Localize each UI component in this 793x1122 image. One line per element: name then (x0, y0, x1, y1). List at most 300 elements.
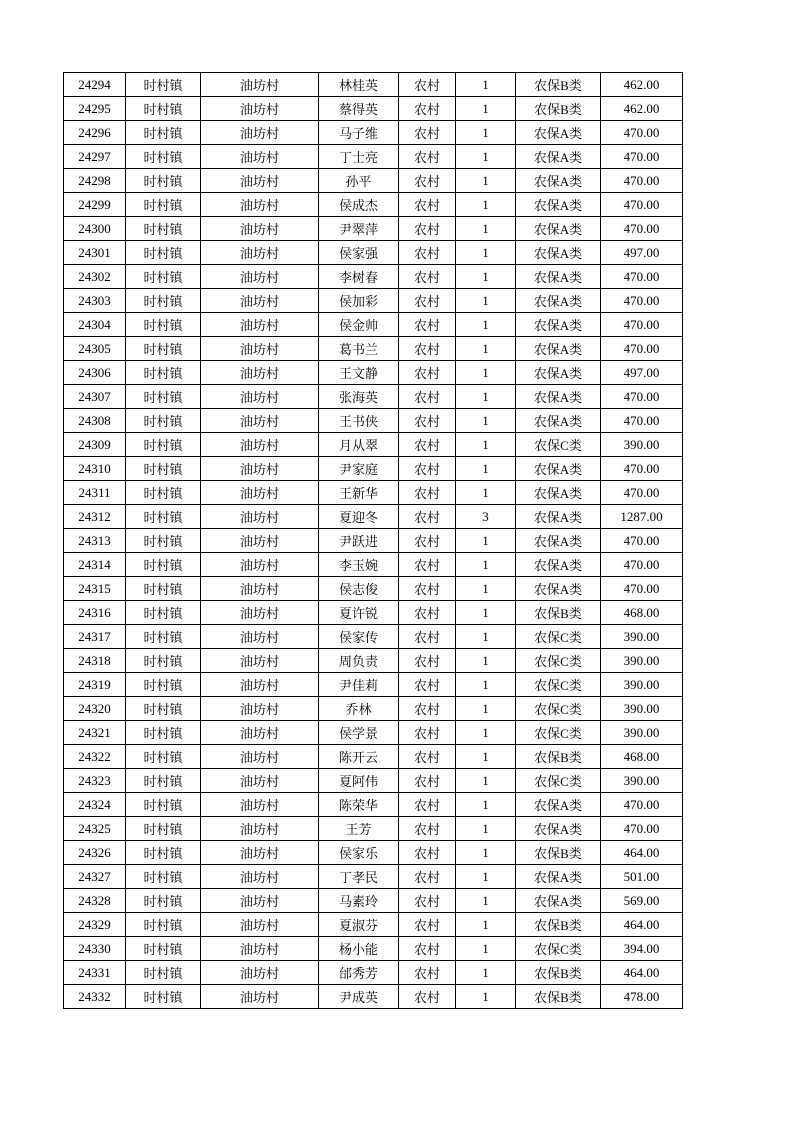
cell-count: 1 (456, 433, 516, 457)
cell-count: 1 (456, 793, 516, 817)
cell-residence: 农村 (399, 97, 456, 121)
cell-category: 农保B类 (516, 73, 601, 97)
cell-category: 农保A类 (516, 241, 601, 265)
cell-category: 农保C类 (516, 721, 601, 745)
cell-town: 时村镇 (126, 457, 201, 481)
cell-name: 张海英 (319, 385, 399, 409)
cell-amount: 462.00 (601, 73, 683, 97)
cell-count: 1 (456, 457, 516, 481)
cell-name: 周负责 (319, 649, 399, 673)
cell-id: 24294 (64, 73, 126, 97)
cell-amount: 468.00 (601, 601, 683, 625)
cell-category: 农保A类 (516, 121, 601, 145)
table-row (64, 577, 683, 601)
cell-village: 油坊村 (201, 337, 319, 361)
cell-residence: 农村 (399, 505, 456, 529)
cell-town: 时村镇 (126, 97, 201, 121)
cell-town: 时村镇 (126, 409, 201, 433)
cell-village: 油坊村 (201, 433, 319, 457)
cell-residence: 农村 (399, 553, 456, 577)
table-row (64, 721, 683, 745)
table-row (64, 337, 683, 361)
cell-amount: 470.00 (601, 193, 683, 217)
cell-town: 时村镇 (126, 289, 201, 313)
cell-amount: 470.00 (601, 217, 683, 241)
table-row (64, 793, 683, 817)
cell-count: 1 (456, 601, 516, 625)
cell-residence: 农村 (399, 721, 456, 745)
cell-category: 农保A类 (516, 481, 601, 505)
cell-amount: 390.00 (601, 721, 683, 745)
cell-town: 时村镇 (126, 625, 201, 649)
cell-town: 时村镇 (126, 337, 201, 361)
cell-id: 24329 (64, 913, 126, 937)
cell-count: 1 (456, 745, 516, 769)
cell-name: 侯家传 (319, 625, 399, 649)
cell-name: 孙平 (319, 169, 399, 193)
cell-id: 24311 (64, 481, 126, 505)
cell-count: 1 (456, 577, 516, 601)
table-row (64, 385, 683, 409)
cell-name: 李玉婉 (319, 553, 399, 577)
cell-village: 油坊村 (201, 865, 319, 889)
cell-name: 尹佳莉 (319, 673, 399, 697)
cell-id: 24314 (64, 553, 126, 577)
cell-residence: 农村 (399, 385, 456, 409)
cell-count: 1 (456, 409, 516, 433)
cell-amount: 478.00 (601, 985, 683, 1009)
cell-count: 1 (456, 673, 516, 697)
table-row (64, 145, 683, 169)
table-row (64, 481, 683, 505)
cell-count: 1 (456, 169, 516, 193)
table-row (64, 265, 683, 289)
cell-id: 24302 (64, 265, 126, 289)
cell-category: 农保A类 (516, 169, 601, 193)
cell-count: 1 (456, 337, 516, 361)
cell-town: 时村镇 (126, 385, 201, 409)
table-row (64, 241, 683, 265)
cell-id: 24331 (64, 961, 126, 985)
cell-category: 农保A类 (516, 337, 601, 361)
cell-id: 24296 (64, 121, 126, 145)
cell-village: 油坊村 (201, 409, 319, 433)
cell-town: 时村镇 (126, 577, 201, 601)
cell-village: 油坊村 (201, 505, 319, 529)
cell-residence: 农村 (399, 217, 456, 241)
cell-category: 农保C类 (516, 673, 601, 697)
cell-village: 油坊村 (201, 721, 319, 745)
cell-id: 24304 (64, 313, 126, 337)
cell-town: 时村镇 (126, 793, 201, 817)
cell-residence: 农村 (399, 817, 456, 841)
cell-name: 王文静 (319, 361, 399, 385)
cell-amount: 470.00 (601, 337, 683, 361)
cell-name: 夏许锐 (319, 601, 399, 625)
cell-id: 24322 (64, 745, 126, 769)
cell-name: 夏迎冬 (319, 505, 399, 529)
table-row (64, 193, 683, 217)
cell-category: 农保B类 (516, 961, 601, 985)
cell-village: 油坊村 (201, 193, 319, 217)
cell-category: 农保A类 (516, 529, 601, 553)
cell-category: 农保C类 (516, 697, 601, 721)
cell-village: 油坊村 (201, 793, 319, 817)
cell-town: 时村镇 (126, 241, 201, 265)
cell-category: 农保C类 (516, 433, 601, 457)
cell-town: 时村镇 (126, 673, 201, 697)
cell-village: 油坊村 (201, 121, 319, 145)
cell-name: 杨小能 (319, 937, 399, 961)
cell-category: 农保A类 (516, 553, 601, 577)
cell-residence: 农村 (399, 193, 456, 217)
cell-name: 马素玲 (319, 889, 399, 913)
cell-amount: 470.00 (601, 169, 683, 193)
cell-name: 侯家乐 (319, 841, 399, 865)
cell-town: 时村镇 (126, 433, 201, 457)
cell-category: 农保A类 (516, 193, 601, 217)
cell-town: 时村镇 (126, 913, 201, 937)
table-row (64, 865, 683, 889)
cell-category: 农保A类 (516, 361, 601, 385)
cell-name: 尹跃进 (319, 529, 399, 553)
cell-town: 时村镇 (126, 769, 201, 793)
table-row (64, 745, 683, 769)
cell-name: 侯志俊 (319, 577, 399, 601)
cell-name: 侯学景 (319, 721, 399, 745)
cell-count: 1 (456, 865, 516, 889)
cell-id: 24298 (64, 169, 126, 193)
cell-amount: 470.00 (601, 289, 683, 313)
cell-village: 油坊村 (201, 673, 319, 697)
cell-residence: 农村 (399, 913, 456, 937)
cell-id: 24315 (64, 577, 126, 601)
cell-amount: 470.00 (601, 457, 683, 481)
cell-amount: 390.00 (601, 697, 683, 721)
cell-amount: 390.00 (601, 673, 683, 697)
cell-town: 时村镇 (126, 313, 201, 337)
table-row (64, 601, 683, 625)
table-row (64, 937, 683, 961)
cell-residence: 农村 (399, 361, 456, 385)
cell-town: 时村镇 (126, 121, 201, 145)
cell-name: 侯加彩 (319, 289, 399, 313)
table-body (64, 73, 683, 1009)
cell-name: 侯家强 (319, 241, 399, 265)
cell-category: 农保A类 (516, 817, 601, 841)
cell-id: 24300 (64, 217, 126, 241)
cell-count: 1 (456, 217, 516, 241)
cell-category: 农保A类 (516, 385, 601, 409)
cell-residence: 农村 (399, 289, 456, 313)
cell-category: 农保A类 (516, 217, 601, 241)
cell-count: 1 (456, 145, 516, 169)
cell-id: 24299 (64, 193, 126, 217)
cell-village: 油坊村 (201, 889, 319, 913)
table-row (64, 433, 683, 457)
cell-id: 24307 (64, 385, 126, 409)
cell-village: 油坊村 (201, 73, 319, 97)
cell-residence: 农村 (399, 409, 456, 433)
cell-amount: 470.00 (601, 817, 683, 841)
cell-count: 1 (456, 769, 516, 793)
cell-category: 农保A类 (516, 145, 601, 169)
cell-name: 侯成杰 (319, 193, 399, 217)
cell-amount: 1287.00 (601, 505, 683, 529)
cell-amount: 468.00 (601, 745, 683, 769)
cell-residence: 农村 (399, 985, 456, 1009)
cell-category: 农保A类 (516, 865, 601, 889)
table-row (64, 409, 683, 433)
cell-name: 王新华 (319, 481, 399, 505)
cell-town: 时村镇 (126, 505, 201, 529)
cell-residence: 农村 (399, 865, 456, 889)
cell-name: 马子维 (319, 121, 399, 145)
cell-id: 24323 (64, 769, 126, 793)
table-row (64, 217, 683, 241)
cell-amount: 464.00 (601, 961, 683, 985)
cell-residence: 农村 (399, 73, 456, 97)
cell-residence: 农村 (399, 457, 456, 481)
cell-id: 24325 (64, 817, 126, 841)
cell-amount: 470.00 (601, 577, 683, 601)
cell-town: 时村镇 (126, 985, 201, 1009)
cell-name: 夏淑芬 (319, 913, 399, 937)
cell-name: 陈荣华 (319, 793, 399, 817)
cell-town: 时村镇 (126, 73, 201, 97)
cell-village: 油坊村 (201, 961, 319, 985)
cell-id: 24321 (64, 721, 126, 745)
cell-count: 1 (456, 889, 516, 913)
cell-town: 时村镇 (126, 721, 201, 745)
cell-village: 油坊村 (201, 289, 319, 313)
cell-town: 时村镇 (126, 361, 201, 385)
table-row (64, 817, 683, 841)
cell-id: 24319 (64, 673, 126, 697)
cell-residence: 农村 (399, 937, 456, 961)
cell-category: 农保B类 (516, 913, 601, 937)
cell-count: 1 (456, 241, 516, 265)
cell-count: 1 (456, 961, 516, 985)
cell-category: 农保C类 (516, 649, 601, 673)
cell-amount: 464.00 (601, 841, 683, 865)
cell-village: 油坊村 (201, 97, 319, 121)
cell-name: 侯金帅 (319, 313, 399, 337)
cell-residence: 农村 (399, 265, 456, 289)
table-row (64, 769, 683, 793)
cell-name: 夏阿伟 (319, 769, 399, 793)
cell-residence: 农村 (399, 577, 456, 601)
cell-amount: 497.00 (601, 241, 683, 265)
cell-id: 24317 (64, 625, 126, 649)
cell-amount: 464.00 (601, 913, 683, 937)
cell-amount: 470.00 (601, 313, 683, 337)
cell-residence: 农村 (399, 337, 456, 361)
cell-residence: 农村 (399, 841, 456, 865)
cell-id: 24310 (64, 457, 126, 481)
cell-residence: 农村 (399, 649, 456, 673)
cell-village: 油坊村 (201, 601, 319, 625)
cell-category: 农保B类 (516, 745, 601, 769)
cell-name: 邰秀芳 (319, 961, 399, 985)
benefits-roster-table (63, 72, 683, 1009)
cell-category: 农保C类 (516, 625, 601, 649)
cell-residence: 农村 (399, 169, 456, 193)
cell-amount: 470.00 (601, 121, 683, 145)
cell-residence: 农村 (399, 145, 456, 169)
table-row (64, 913, 683, 937)
cell-count: 1 (456, 529, 516, 553)
cell-village: 油坊村 (201, 985, 319, 1009)
cell-name: 王芳 (319, 817, 399, 841)
cell-town: 时村镇 (126, 265, 201, 289)
cell-village: 油坊村 (201, 913, 319, 937)
cell-village: 油坊村 (201, 313, 319, 337)
cell-name: 尹翠萍 (319, 217, 399, 241)
cell-id: 24330 (64, 937, 126, 961)
cell-amount: 390.00 (601, 625, 683, 649)
cell-category: 农保C类 (516, 937, 601, 961)
cell-category: 农保A类 (516, 577, 601, 601)
cell-village: 油坊村 (201, 769, 319, 793)
cell-village: 油坊村 (201, 553, 319, 577)
cell-category: 农保A类 (516, 889, 601, 913)
cell-count: 1 (456, 97, 516, 121)
cell-name: 陈开云 (319, 745, 399, 769)
table-row (64, 985, 683, 1009)
table-row (64, 673, 683, 697)
cell-category: 农保A类 (516, 457, 601, 481)
cell-id: 24313 (64, 529, 126, 553)
cell-category: 农保B类 (516, 601, 601, 625)
cell-residence: 农村 (399, 673, 456, 697)
cell-town: 时村镇 (126, 649, 201, 673)
cell-village: 油坊村 (201, 241, 319, 265)
cell-amount: 470.00 (601, 265, 683, 289)
cell-village: 油坊村 (201, 937, 319, 961)
cell-id: 24306 (64, 361, 126, 385)
cell-residence: 农村 (399, 433, 456, 457)
cell-amount: 501.00 (601, 865, 683, 889)
cell-amount: 470.00 (601, 529, 683, 553)
cell-id: 24303 (64, 289, 126, 313)
cell-village: 油坊村 (201, 457, 319, 481)
cell-name: 尹家庭 (319, 457, 399, 481)
cell-village: 油坊村 (201, 385, 319, 409)
cell-id: 24308 (64, 409, 126, 433)
cell-category: 农保A类 (516, 793, 601, 817)
cell-town: 时村镇 (126, 481, 201, 505)
cell-id: 24295 (64, 97, 126, 121)
cell-residence: 农村 (399, 625, 456, 649)
cell-residence: 农村 (399, 313, 456, 337)
cell-amount: 569.00 (601, 889, 683, 913)
cell-town: 时村镇 (126, 961, 201, 985)
cell-count: 1 (456, 289, 516, 313)
cell-village: 油坊村 (201, 361, 319, 385)
cell-residence: 农村 (399, 697, 456, 721)
cell-category: 农保A类 (516, 409, 601, 433)
cell-category: 农保A类 (516, 289, 601, 313)
cell-town: 时村镇 (126, 865, 201, 889)
cell-name: 王书侠 (319, 409, 399, 433)
cell-id: 24326 (64, 841, 126, 865)
cell-id: 24309 (64, 433, 126, 457)
cell-name: 李树春 (319, 265, 399, 289)
table-row (64, 553, 683, 577)
cell-village: 油坊村 (201, 745, 319, 769)
cell-residence: 农村 (399, 529, 456, 553)
cell-id: 24312 (64, 505, 126, 529)
cell-id: 24305 (64, 337, 126, 361)
cell-residence: 农村 (399, 769, 456, 793)
cell-name: 林桂英 (319, 73, 399, 97)
cell-amount: 394.00 (601, 937, 683, 961)
cell-village: 油坊村 (201, 265, 319, 289)
cell-count: 1 (456, 361, 516, 385)
cell-village: 油坊村 (201, 841, 319, 865)
cell-village: 油坊村 (201, 625, 319, 649)
cell-count: 1 (456, 985, 516, 1009)
cell-name: 丁孝民 (319, 865, 399, 889)
cell-town: 时村镇 (126, 697, 201, 721)
table-row (64, 97, 683, 121)
table-row (64, 361, 683, 385)
cell-category: 农保B类 (516, 985, 601, 1009)
cell-amount: 470.00 (601, 385, 683, 409)
cell-name: 丁士亮 (319, 145, 399, 169)
cell-town: 时村镇 (126, 817, 201, 841)
cell-category: 农保B类 (516, 97, 601, 121)
table-row (64, 73, 683, 97)
cell-village: 油坊村 (201, 529, 319, 553)
cell-count: 1 (456, 73, 516, 97)
cell-count: 1 (456, 313, 516, 337)
cell-amount: 470.00 (601, 793, 683, 817)
cell-amount: 470.00 (601, 409, 683, 433)
cell-residence: 农村 (399, 889, 456, 913)
cell-count: 1 (456, 265, 516, 289)
cell-residence: 农村 (399, 481, 456, 505)
cell-count: 1 (456, 721, 516, 745)
cell-village: 油坊村 (201, 169, 319, 193)
cell-amount: 470.00 (601, 553, 683, 577)
cell-count: 1 (456, 625, 516, 649)
table-row (64, 169, 683, 193)
cell-count: 1 (456, 121, 516, 145)
table-row (64, 289, 683, 313)
table-row (64, 889, 683, 913)
table-row (64, 649, 683, 673)
cell-id: 24297 (64, 145, 126, 169)
cell-town: 时村镇 (126, 745, 201, 769)
cell-name: 乔林 (319, 697, 399, 721)
cell-amount: 390.00 (601, 769, 683, 793)
cell-town: 时村镇 (126, 529, 201, 553)
cell-count: 1 (456, 193, 516, 217)
cell-residence: 农村 (399, 241, 456, 265)
cell-name: 葛书兰 (319, 337, 399, 361)
cell-town: 时村镇 (126, 841, 201, 865)
cell-residence: 农村 (399, 793, 456, 817)
cell-id: 24318 (64, 649, 126, 673)
cell-count: 1 (456, 937, 516, 961)
cell-village: 油坊村 (201, 817, 319, 841)
cell-residence: 农村 (399, 601, 456, 625)
cell-amount: 470.00 (601, 481, 683, 505)
cell-town: 时村镇 (126, 217, 201, 241)
cell-amount: 470.00 (601, 145, 683, 169)
